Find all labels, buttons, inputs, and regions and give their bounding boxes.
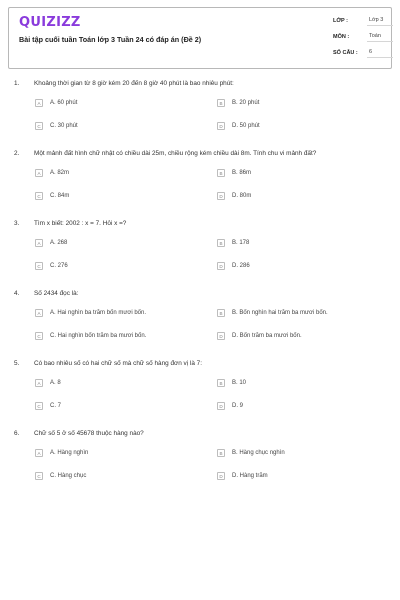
- option-letter-box: B: [217, 379, 225, 387]
- option-letter-box: D: [217, 332, 225, 340]
- option-letter-box: A: [35, 169, 43, 177]
- option-b[interactable]: [217, 169, 377, 179]
- option-letter-box: A: [35, 309, 43, 317]
- question-text: Có bao nhiêu số có hai chữ số mà chữ số hàng đơn vị là 7:: [34, 360, 202, 367]
- option-b[interactable]: [217, 379, 377, 389]
- option-letter-box: C: [35, 192, 43, 200]
- option-text: D. 80m: [232, 193, 252, 199]
- option-letter-box: A: [35, 99, 43, 107]
- question-text: Tìm x biết: 2002 : x = 7. Hỏi x =?: [34, 220, 127, 227]
- option-text: D. 9: [232, 403, 244, 409]
- question-number: 4.: [14, 290, 20, 297]
- option-c[interactable]: [35, 262, 195, 272]
- option-text: C. Hai nghìn bốn trăm ba mươi bốn.: [50, 333, 147, 339]
- option-text: A. Hàng nghìn: [50, 450, 89, 456]
- option-letter-box: C: [35, 402, 43, 410]
- option-b[interactable]: [217, 309, 377, 319]
- option-letter-box: A: [35, 449, 43, 457]
- option-letter-box: D: [217, 262, 225, 270]
- worksheet-header: [8, 7, 392, 69]
- option-text: A. 8: [50, 380, 61, 386]
- question-text: Khoảng thời gian từ 8 giờ kém 20 đến 8 giờ 40 phút là bao nhiêu phút:: [34, 80, 234, 87]
- option-text: A. Hai nghìn ba trăm bốn mươi bốn.: [50, 310, 146, 316]
- option-letter-box: D: [217, 192, 225, 200]
- option-d[interactable]: [217, 262, 377, 272]
- question-number: 3.: [14, 220, 20, 227]
- option-c[interactable]: [35, 402, 195, 412]
- question-number: 6.: [14, 430, 20, 437]
- option-b[interactable]: [217, 99, 377, 109]
- option-text: C. 7: [50, 403, 62, 409]
- option-a[interactable]: [35, 379, 195, 389]
- option-c[interactable]: [35, 472, 195, 482]
- option-a[interactable]: [35, 169, 195, 179]
- question-text: Số 2434 đọc là:: [34, 290, 79, 297]
- option-text: B. Bốn nghìn hai trăm ba mươi bốn.: [232, 310, 328, 316]
- question-number: 1.: [14, 80, 20, 87]
- option-text: C. 276: [50, 263, 68, 269]
- option-d[interactable]: [217, 472, 377, 482]
- option-b[interactable]: [217, 239, 377, 249]
- option-letter-box: C: [35, 332, 43, 340]
- question-count-value: 6: [367, 49, 393, 58]
- option-text: D. 286: [232, 263, 250, 269]
- option-c[interactable]: [35, 192, 195, 202]
- option-letter-box: B: [217, 99, 225, 107]
- option-c[interactable]: [35, 332, 195, 342]
- question-text: Một mảnh đất hình chữ nhật có chiều dài 25m, chiều rộng kém chiều dài 8m. Tính chu vi mảnh đất?: [34, 150, 317, 157]
- option-letter-box: A: [35, 379, 43, 387]
- option-letter-box: B: [217, 449, 225, 457]
- class-label: LỚP :: [333, 18, 348, 24]
- option-text: B. 20 phút: [232, 100, 260, 106]
- option-text: A. 268: [50, 240, 68, 246]
- option-letter-box: B: [217, 239, 225, 247]
- option-text: C. 84m: [50, 193, 70, 199]
- option-letter-box: B: [217, 309, 225, 317]
- option-text: B. 86m: [232, 170, 252, 176]
- worksheet-title: Bài tập cuối tuần Toán lớp 3 Tuần 24 có đáp án (Đề 2): [19, 35, 202, 44]
- option-text: D. Hàng trăm: [232, 473, 268, 479]
- option-d[interactable]: [217, 332, 377, 342]
- option-a[interactable]: [35, 309, 195, 319]
- option-text: C. 30 phút: [50, 123, 78, 129]
- question-text: Chữ số 5 ở số 45678 thuộc hàng nào?: [34, 430, 144, 437]
- option-letter-box: D: [217, 472, 225, 480]
- option-text: D. 50 phút: [232, 123, 260, 129]
- option-letter-box: C: [35, 122, 43, 130]
- option-d[interactable]: [217, 192, 377, 202]
- option-text: C. Hàng chục: [50, 473, 87, 479]
- subject-label: MÔN :: [333, 34, 350, 40]
- question-count-label: SỐ CÂU :: [333, 50, 358, 56]
- option-d[interactable]: [217, 402, 377, 412]
- question-number: 2.: [14, 150, 20, 157]
- option-c[interactable]: [35, 122, 195, 132]
- option-letter-box: D: [217, 122, 225, 130]
- option-letter-box: D: [217, 402, 225, 410]
- quizizz-logo: QUIZIZZ: [19, 15, 81, 30]
- option-text: B. 178: [232, 240, 250, 246]
- option-b[interactable]: [217, 449, 377, 459]
- option-letter-box: B: [217, 169, 225, 177]
- option-text: A. 82m: [50, 170, 70, 176]
- option-letter-box: C: [35, 472, 43, 480]
- option-a[interactable]: [35, 99, 195, 109]
- option-letter-box: A: [35, 239, 43, 247]
- option-d[interactable]: [217, 122, 377, 132]
- option-text: B. 10: [232, 380, 247, 386]
- subject-value: Toán: [367, 33, 393, 42]
- question-number: 5.: [14, 360, 20, 367]
- option-letter-box: C: [35, 262, 43, 270]
- class-value: Lớp 3: [367, 17, 393, 26]
- option-text: D. Bốn trăm ba mươi bốn.: [232, 333, 302, 339]
- option-text: A. 60 phút: [50, 100, 78, 106]
- option-a[interactable]: [35, 239, 195, 249]
- option-text: B. Hàng chục nghìn: [232, 450, 285, 456]
- option-a[interactable]: [35, 449, 195, 459]
